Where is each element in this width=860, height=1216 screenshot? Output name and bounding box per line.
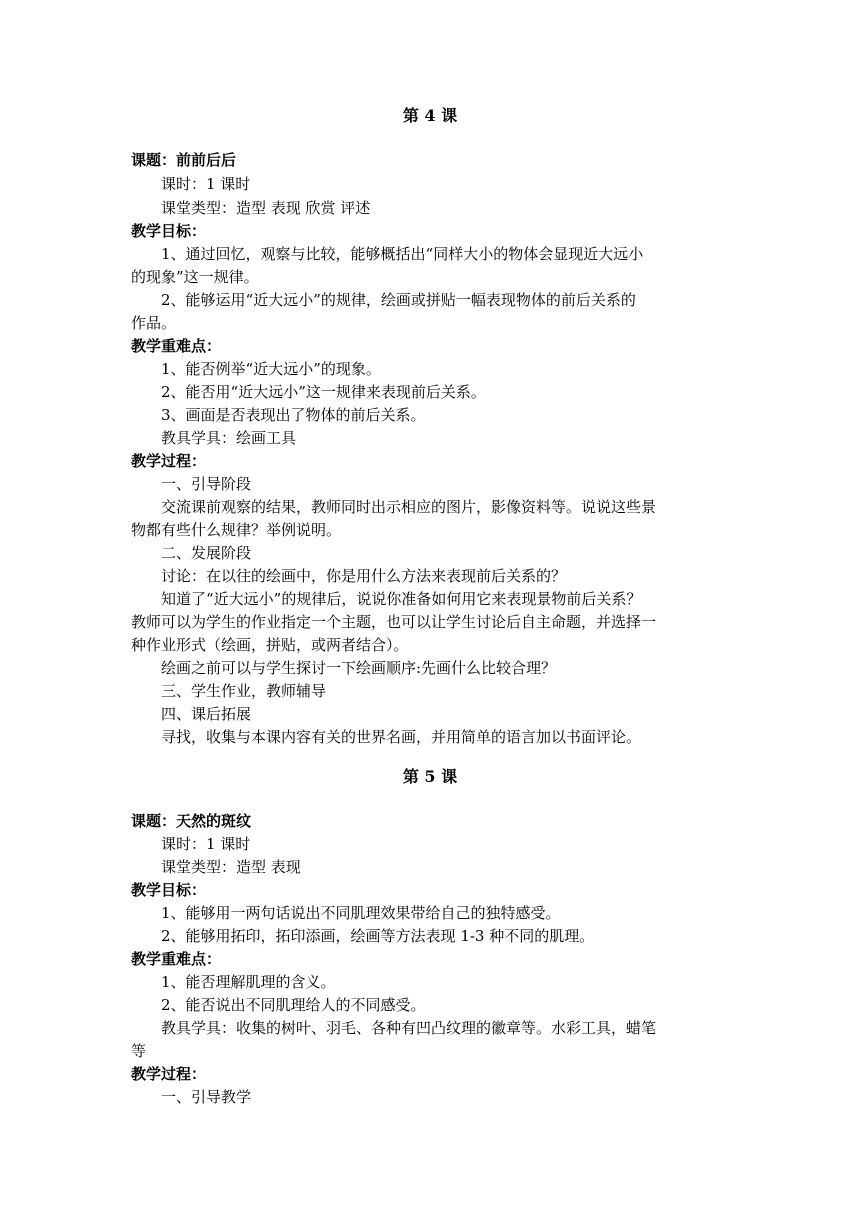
- keypoint-item: 2、能否说出不同肌理给人的不同感受。: [161, 996, 426, 1014]
- objective-item-continued: 的现象”这一规律。: [131, 268, 259, 286]
- paragraph: 绘画之前可以与学生探讨一下绘画顺序:先画什么比较合理？: [161, 659, 557, 677]
- keypoint-item: 2、能否用“近大远小”这一规律来表现前后关系。: [161, 383, 486, 401]
- lesson-hours: 课时：1 课时: [161, 175, 251, 193]
- keypoint-item: 1、能否例举“近大远小”的现象。: [161, 360, 381, 378]
- section-heading-objectives: 教学目标：: [131, 881, 207, 899]
- paragraph: 讨论：在以往的绘画中，你是用什么方法来表现前后关系的？: [161, 567, 567, 585]
- process-stage: 二、发展阶段: [161, 544, 252, 562]
- lesson-topic: 课题：前前后后: [131, 151, 237, 169]
- section-heading-process: 教学过程：: [131, 452, 207, 470]
- paragraph-continued: 种作业形式（绘画，拼贴，或两者结合）。: [131, 636, 409, 654]
- section-heading-process: 教学过程：: [131, 1065, 207, 1083]
- objective-item: 2、能够用拓印，拓印添画，绘画等方法表现 1-3 种不同的肌理。: [161, 927, 595, 945]
- section-heading-keypoints: 教学重难点：: [131, 950, 222, 968]
- section-heading-objectives: 教学目标：: [131, 222, 207, 240]
- objective-item: 2、能够运用“近大远小”的规律，绘画或拼贴一幅表现物体的前后关系的: [161, 291, 636, 309]
- process-stage: 一、引导阶段: [161, 475, 252, 493]
- lesson-title: 第 4 课: [402, 106, 458, 125]
- teaching-tools-continued: 等: [131, 1042, 147, 1060]
- process-stage: 四、课后拓展: [161, 705, 252, 723]
- process-stage: 一、引导教学: [161, 1088, 252, 1106]
- class-type: 课堂类型：造型 表现: [161, 858, 301, 876]
- lesson-title: 第 5 课: [402, 767, 458, 786]
- teaching-tools: 教具学具：绘画工具: [161, 429, 297, 447]
- keypoint-item: 3、画面是否表现出了物体的前后关系。: [161, 406, 426, 424]
- class-type: 课堂类型：造型 表现 欣赏 评述: [161, 199, 371, 217]
- paragraph-continued: 物都有些什么规律？举例说明。: [131, 521, 342, 539]
- objective-item: 1、通过回忆，观察与比较，能够概括出“同样大小的物体会显现近大远小: [161, 245, 644, 263]
- paragraph-continued: 教师可以为学生的作业指定一个主题，也可以让学生讨论后自主命题，并选择一: [131, 613, 657, 631]
- objective-item: 1、能够用一两句话说出不同肌理效果带给自己的独特感受。: [161, 904, 561, 922]
- teaching-tools: 教具学具：收集的树叶、羽毛、各种有凹凸纹理的徽章等。水彩工具，蜡笔: [161, 1019, 657, 1037]
- paragraph: 知道了“近大远小”的规律后，说说你准备如何用它来表现景物前后关系？: [161, 590, 642, 608]
- lesson-topic: 课题：天然的斑纹: [131, 812, 252, 830]
- paragraph: 交流课前观察的结果，教师同时出示相应的图片，影像资料等。说说这些景: [161, 498, 657, 516]
- objective-item-continued: 作品。: [131, 314, 177, 332]
- process-stage: 三、学生作业，教师辅导: [161, 682, 327, 700]
- paragraph: 寻找，收集与本课内容有关的世界名画，并用简单的语言加以书面评论。: [161, 728, 642, 746]
- keypoint-item: 1、能否理解肌理的含义。: [161, 973, 336, 991]
- section-heading-keypoints: 教学重难点：: [131, 337, 222, 355]
- lesson-hours: 课时：1 课时: [161, 835, 251, 853]
